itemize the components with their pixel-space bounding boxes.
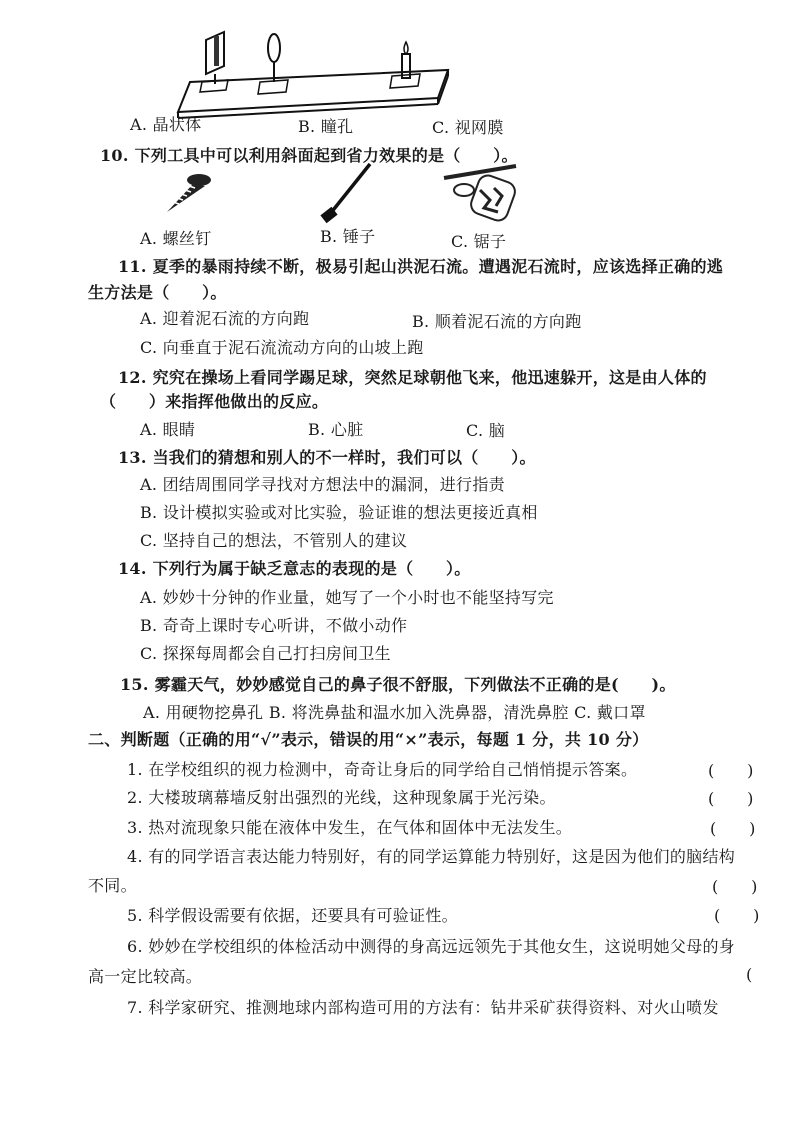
judge-blank-6: ( <box>746 965 753 984</box>
q11-option-a: A. 迎着泥石流的方向跑 <box>140 309 310 328</box>
section2-heading: 二、判断题（正确的用“√”表示，错误的用“×”表示，每题 1 分，共 10 分） <box>88 730 649 749</box>
q13-option-a: A. 团结周围同学寻找对方想法中的漏洞，进行指责 <box>140 475 505 494</box>
q13-option-c: C. 坚持自己的想法，不管别人的建议 <box>140 531 408 550</box>
q12-stem-line1: 12. 究究在操场上看同学踢足球，突然足球朝他飞来，他迅速躲开，这是由人体的 <box>118 368 707 387</box>
judge-item-1: 1. 在学校组织的视力检测中，奇奇让身后的同学给自己悄悄提示答案。 <box>127 760 638 779</box>
q12-option-b: B. 心脏 <box>308 420 364 439</box>
q11-option-c: C. 向垂直于泥石流流动方向的山坡上跑 <box>140 338 424 357</box>
judge-blank-3: ( ) <box>710 819 756 838</box>
q9-option-c: C. 视网膜 <box>432 118 504 137</box>
q10-option-a: A. 螺丝钉 <box>140 229 212 248</box>
q12-stem-line2: （ ）来指挥他做出的反应。 <box>100 392 329 411</box>
judge-item-2: 2. 大楼玻璃幕墙反射出强烈的光线，这种现象属于光污染。 <box>127 788 556 807</box>
q12-option-a: A. 眼睛 <box>140 420 196 439</box>
q11-option-b: B. 顺着泥石流的方向跑 <box>412 312 582 331</box>
judge-item-4-line2: 不同。 <box>88 876 137 895</box>
q15-stem: 15. 雾霾天气，妙妙感觉自己的鼻子很不舒服，下列做法不正确的是( )。 <box>120 675 676 694</box>
judge-item-7-line1: 7. 科学家研究、推测地球内部构造可用的方法有：钻井采矿获得资料、对火山喷发 <box>127 998 719 1017</box>
q11-stem-line1: 11. 夏季的暴雨持续不断，极易引起山洪泥石流。遭遇泥石流时，应该选择正确的逃 <box>118 257 724 276</box>
judge-item-5: 5. 科学假设需要有依据，还要具有可验证性。 <box>127 906 458 925</box>
q14-option-c: C. 探探每周都会自己打扫房间卫生 <box>140 644 391 663</box>
q12-option-c: C. 脑 <box>466 421 506 440</box>
judge-item-6-line2: 高一定比较高。 <box>88 967 203 986</box>
judge-item-6-line1: 6. 妙妙在学校组织的体检活动中测得的身高远远领先于其他女生，这说明她父母的身 <box>127 937 736 956</box>
q13-option-b: B. 设计模拟实验或对比实验，验证谁的想法更接近真相 <box>140 503 538 522</box>
optics-bench-figure <box>170 22 460 122</box>
q14-option-b: B. 奇奇上课时专心听讲，不做小动作 <box>140 616 408 635</box>
q13-stem: 13. 当我们的猜想和别人的不一样时，我们可以（ ）。 <box>118 448 536 467</box>
q10-stem: 10. 下列工具中可以利用斜面起到省力效果的是（ ）。 <box>100 146 518 165</box>
q11-stem-line2: 生方法是（ ）。 <box>88 283 227 302</box>
q9-option-a: A. 晶状体 <box>130 115 202 134</box>
judge-blank-5: ( ) <box>714 906 760 925</box>
saw-icon <box>440 160 520 230</box>
q9-option-b: B. 瞳孔 <box>298 117 354 136</box>
q15-options: A. 用硬物挖鼻孔 B. 将洗鼻盐和温水加入洗鼻器，清洗鼻腔 C. 戴口罩 <box>143 703 646 722</box>
judge-item-3: 3. 热对流现象只能在液体中发生，在气体和固体中无法发生。 <box>127 818 573 837</box>
q14-option-a: A. 妙妙十分钟的作业量，她写了一个小时也不能坚持写完 <box>140 588 554 607</box>
judge-item-4-line1: 4. 有的同学语言表达能力特别好，有的同学运算能力特别好，这是因为他们的脑结构 <box>127 847 736 866</box>
judge-blank-1: ( ) <box>708 761 754 780</box>
q10-option-c: C. 锯子 <box>451 232 507 251</box>
q10-option-b: B. 锤子 <box>320 227 376 246</box>
screw-icon <box>155 168 215 218</box>
judge-blank-2: ( ) <box>708 789 754 808</box>
q14-stem: 14. 下列行为属于缺乏意志的表现的是（ ）。 <box>118 559 471 578</box>
hammer-icon <box>318 160 378 226</box>
judge-blank-4: ( ) <box>712 877 758 896</box>
